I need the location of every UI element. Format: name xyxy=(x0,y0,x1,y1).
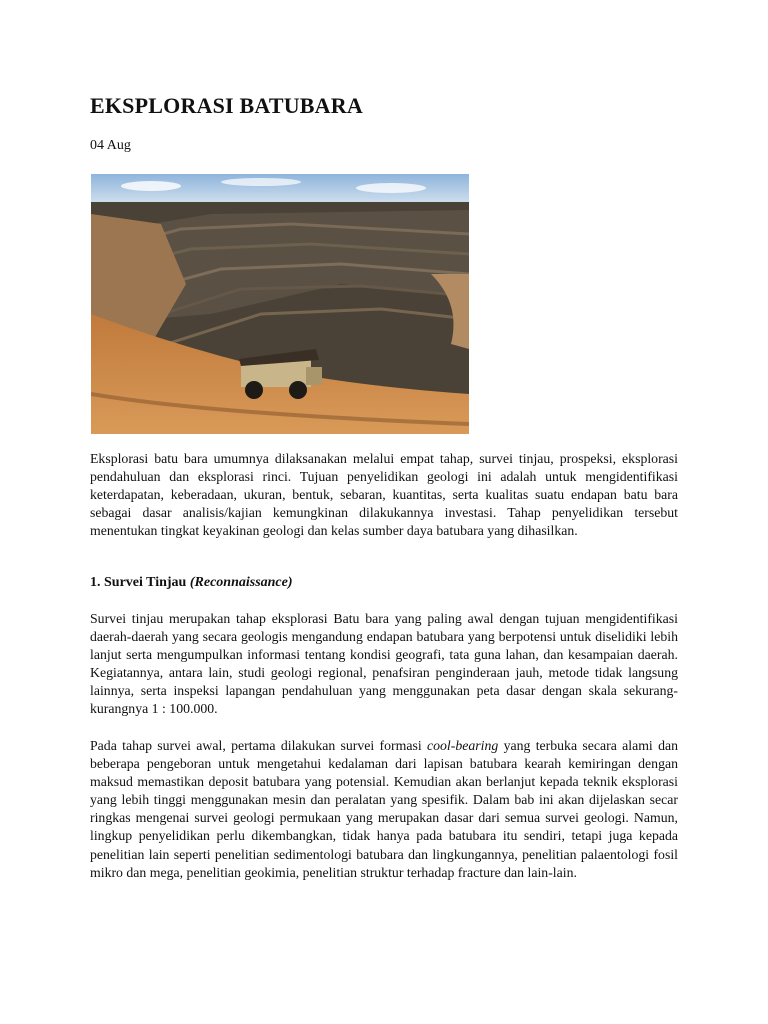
section-heading-text: 1. Survei Tinjau xyxy=(90,575,190,590)
paragraph3-italic-term: cool-bearing xyxy=(427,738,499,753)
section-heading-survei-tinjau xyxy=(90,575,293,591)
intro-paragraph: Eksplorasi batu bara umumnya dilaksanakan melalui empat tahap, survei tinjau, prospeksi, eksplorasi pendahuluan dan eksplorasi rinci. Tujuan penyelidikan geologi ini adalah untuk mengidentifikasi keterdapatan, keberadaan, ukuran, bentuk, sebaran, kuantitas, serta kualitas suatu endapan batu bara sebagai dasar analisis/kajian kemungkinan dilakukannya investasi. Tahap penyelidikan tersebut menentukan tingkat keyakinan geologi dan kelas sumber daya batubara yang dihasilkan. xyxy=(90,451,678,539)
section-heading-italic: (Reconnaissance) xyxy=(189,575,293,590)
mine-photo xyxy=(91,174,469,434)
article-date: 04 Aug xyxy=(90,138,131,153)
survei-tinjau-paragraph: Survei tinjau merupakan tahap eksplorasi Batu bara yang paling awal dengan tujuan mengidentifikasi daerah-daerah yang secara geologis mengandung endapan batubara yang berpotensi untuk diselidiki lebih lanjut serta mengumpulkan informasi tentang kondisi geografi, tata guna lahan, dan kesampaian daerah. Kegiatannya, antara lain, studi geologi regional, penafsiran penginderaan jauh, metode tidak langsung lainnya, serta inspeksi lapangan pendahuluan yang menggunakan peta dasar dengan skala sekurang-kurangnya 1 : 100.000. xyxy=(90,611,678,717)
paragraph3-before: Pada tahap survei awal, pertama dilakukan survei formasi xyxy=(90,738,427,753)
paragraph3-after: yang terbuka secara alami dan beberapa pengeboran untuk mengetahui kedalaman dari lapisan batubara kearah kemiringan dengan maksud memastikan deposit batubara yang potensial. Kemudian akan berlanjut kepada teknik eksplorasi yang lebih tinggi menggunakan mesin dan peralatan yang spesifik. Dalam bab ini akan dijelaskan secar ringkas mengenai survei geologi permukaan yang merupakan dasar dari semua survei geologi. Namun, lingkup penyelidikan perlu dikembangkan, tidak hanya pada batubara itu sendiri, tetapi juga kepada penelitian lain seperti penelitian sedimentologi batubara dan lingkungannya, penelitian palaentologi fosil mikro dan mega, penelitian geokimia, penelitian struktur terhadap fracture dan lain-lain. xyxy=(90,738,678,880)
article-title: EKSPLORASI BATUBARA xyxy=(90,93,363,118)
survei-awal-paragraph xyxy=(90,737,678,882)
mine-photo-drawing xyxy=(91,174,469,434)
